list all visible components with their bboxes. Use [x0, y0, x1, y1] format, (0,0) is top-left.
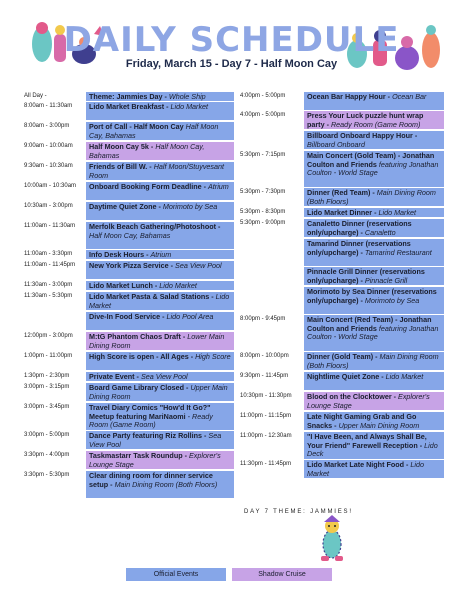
event-time: 3:30pm - 5:30pm: [24, 472, 70, 478]
event-block: [86, 142, 234, 160]
event-location: - Ready Room (Game Room): [89, 411, 213, 430]
event-location: Main Dining Room (Both Floors): [307, 188, 436, 206]
legend-shadow-cruise: Shadow Cruise: [232, 568, 332, 581]
event-block: [86, 281, 234, 290]
event-time: 11:00am - 11:45pm: [24, 262, 76, 268]
event-location: Upper Main Dining Room: [338, 420, 420, 430]
legend-official-events: Official Events: [126, 568, 226, 581]
event-time: 3:00pm - 3:45pm: [24, 404, 70, 410]
event-location: Half Moon Cay, Bahamas: [89, 230, 171, 240]
event-location: Morimoto by Sea: [162, 202, 218, 211]
event-location: Lido Deck: [307, 440, 438, 459]
event-time: 3:00pm - 5:00pm: [24, 432, 70, 438]
event-block: [86, 222, 234, 249]
event-block: [304, 111, 444, 129]
event-time: 9:30am - 10:30am: [24, 163, 73, 169]
event-time: 8:00pm - 9:45pm: [240, 316, 286, 322]
event-block: [304, 188, 444, 206]
event-name: Lido Market Late Night Food -: [307, 460, 409, 469]
event-time: 4:00pm - 5:00pm: [240, 112, 286, 118]
event-location: Sea View Pool: [140, 372, 188, 381]
page-title: DAILY SCHEDULE: [63, 20, 400, 60]
event-block: [86, 292, 234, 310]
event-location: Main Dining Room (Both Floors): [114, 479, 218, 489]
event-location: Explorer's Lounge Stage: [89, 451, 221, 469]
event-name: Daytime Quiet Zone -: [89, 202, 161, 211]
event-block: [86, 261, 234, 279]
event-time: 10:30pm - 11:30pm: [240, 393, 292, 399]
event-time: 4:00pm - 5:00pm: [240, 93, 286, 99]
event-block: [86, 383, 234, 401]
event-location: Upper Main Dining Room: [89, 383, 228, 401]
event-time: 9:00am - 10:00am: [24, 143, 73, 149]
event-name: Press Your Luck puzzle hunt wrap party -: [307, 111, 424, 129]
event-block: [304, 151, 444, 187]
event-location: Sea View Pool: [175, 261, 222, 270]
event-block: [304, 372, 444, 390]
event-time: 11:30am - 5:30pm: [24, 293, 73, 299]
event-location: featuring Jonathan Coulton - World Stage: [307, 323, 439, 342]
event-name: Half Moon Cay 5k -: [89, 142, 154, 151]
event-name: Clear dining room for dinner service setup -: [89, 471, 213, 489]
event-location: Whole Ship: [168, 92, 206, 101]
event-block: [304, 208, 444, 217]
event-time: 9:30pm - 11:45pm: [240, 373, 289, 379]
event-name: Tamarind Dinner (reservations only/upcharge) -: [307, 239, 411, 257]
event-location: Half Moon Cay, Bahamas: [89, 142, 205, 160]
event-name: Main Concert (Gold Team) - Jonathan Coulton and Friends: [307, 151, 435, 169]
event-block: [304, 287, 444, 314]
event-block: [86, 372, 234, 381]
event-name: M:tG Phantom Chaos Draft -: [89, 332, 186, 341]
event-block: [86, 312, 234, 330]
event-name: Main Concert (Red Team) - Jonathan Coulton and Friends: [307, 315, 432, 333]
event-name: Info Desk Hours -: [89, 250, 151, 259]
event-block: [304, 432, 444, 459]
event-location: Lido Pool Area: [166, 312, 214, 321]
event-location: Sea View Pool: [89, 431, 222, 449]
event-name: Canaletto Dinner (reservations only/upcharge) -: [307, 219, 412, 237]
event-location: Lido Market: [159, 281, 197, 290]
event-location: Explorer's Lounge Stage: [307, 392, 430, 410]
event-block: [86, 122, 234, 140]
event-name: Friends of Bill W. -: [89, 162, 152, 171]
event-time: 11:00am - 3:30pm: [24, 251, 73, 257]
page-subtitle: Friday, March 15 - Day 7 - Half Moon Cay: [125, 58, 338, 70]
event-block: [86, 92, 234, 101]
event-location: Half Moon Cay, Bahamas: [89, 122, 219, 140]
event-name: Dinner (Red Team) -: [307, 188, 375, 197]
event-time: 8:00am - 3:00pm: [24, 123, 70, 129]
event-time: 5:30pm - 8:30pm: [240, 209, 286, 215]
event-name: Lido Market Breakfast -: [89, 102, 169, 111]
event-location: Canaletto: [364, 227, 396, 237]
event-block: [304, 219, 444, 237]
event-block: [86, 182, 234, 200]
event-name: Ocean Bar Happy Hour -: [307, 92, 391, 101]
event-block: [304, 131, 444, 149]
event-location: Lido Market: [89, 292, 230, 310]
event-location: Morimoto by Sea: [364, 295, 420, 305]
event-name: Lido Market Lunch -: [89, 281, 160, 290]
event-location: Lido Market: [385, 372, 424, 381]
event-block: [86, 162, 234, 180]
event-time: 5:30pm - 7:30pm: [240, 189, 286, 195]
event-location: Atrium: [208, 182, 229, 191]
event-name: Dinner (Gold Team) -: [307, 352, 378, 361]
event-location: Lido Market: [378, 208, 417, 217]
event-time: 11:30am - 3:00pm: [24, 282, 73, 288]
event-name: Morimoto by Sea Dinner (reservations only/upcharge) -: [307, 287, 437, 305]
event-location: Atrium: [150, 250, 172, 259]
event-name: Pinnacle Grill Dinner (reservations only/upcharge) -: [307, 267, 425, 285]
event-location: Lido Market: [307, 460, 425, 478]
event-time: 5:30pm - 7:15pm: [240, 152, 286, 158]
event-time: 8:00am - 11:30am: [24, 103, 73, 109]
event-name: New York Pizza Service -: [89, 261, 174, 270]
event-time: 1:30pm - 2:30pm: [24, 373, 70, 379]
event-block: [86, 102, 234, 120]
event-block: [304, 412, 444, 430]
event-time: All Day -: [24, 93, 47, 99]
event-name: Onboard Booking Form Deadline -: [89, 182, 207, 191]
event-location: Tamarind Restaurant: [364, 247, 432, 257]
event-block: [304, 315, 444, 351]
event-name: Port of Call - Half Moon Cay: [89, 122, 184, 131]
event-time: 11:00pm - 12:30am: [240, 433, 292, 439]
event-name: Dance Party featuring Riz Rollins -: [89, 431, 207, 440]
event-location: Lido Market: [170, 102, 209, 111]
event-block: [304, 352, 444, 370]
jammies-mascot-icon: [312, 514, 352, 564]
header: [0, 0, 463, 95]
event-name: Blood on the Clocktower -: [307, 392, 397, 401]
event-location: Lower Main Dining Room: [89, 332, 225, 350]
event-block: [86, 202, 234, 220]
event-time: 11:00am - 11:30am: [24, 223, 76, 229]
event-time: 8:00pm - 10:00pm: [240, 353, 289, 359]
event-time: 3:00pm - 3:15pm: [24, 384, 70, 390]
event-block: [86, 332, 234, 350]
event-block: [86, 451, 234, 469]
event-location: Pinnacle Grill: [364, 275, 408, 285]
event-block: [304, 267, 444, 285]
event-block: [304, 392, 444, 410]
event-block: [86, 403, 234, 430]
event-block: [86, 352, 234, 370]
event-name: Merfolk Beach Gathering/Photoshoot -: [89, 222, 221, 231]
event-name: Theme: Jammies Day -: [89, 92, 169, 101]
event-location: Billboard Onboard: [307, 139, 365, 149]
event-name: Taskmastarr Task Roundup -: [89, 451, 187, 460]
event-name: Late Night Gaming Grab and Go Snacks -: [307, 412, 417, 430]
event-block: [86, 471, 234, 498]
event-name: Board Game Library Closed -: [89, 383, 189, 392]
event-time: 5:30pm - 9:00pm: [240, 220, 286, 226]
day-theme-label: DAY 7 THEME: JAMMIES!: [244, 509, 353, 515]
event-block: [304, 239, 444, 266]
event-time: 11:00pm - 11:15pm: [240, 413, 292, 419]
event-name: Lido Market Pasta & Salad Stations -: [89, 292, 216, 301]
event-location: featuring Jonathan Coulton - World Stage: [307, 159, 439, 178]
event-block: [86, 431, 234, 449]
event-name: Travel Diary Comics "How'd It Go?" Meetup featuring MariNaomi: [89, 403, 211, 421]
event-time: 1:00pm - 11:00pm: [24, 353, 73, 359]
event-location: High Score: [195, 352, 231, 361]
event-block: [304, 460, 444, 478]
event-name: "I Have Been, and Always Shall Be, Your Friend" Farewell Reception -: [307, 432, 427, 450]
event-time: 10:30am - 3:00pm: [24, 203, 73, 209]
event-location: Main Dining Room (Both Floors): [307, 352, 439, 370]
event-time: 3:30pm - 4:00pm: [24, 452, 70, 458]
event-name: Nightlime Quiet Zone -: [307, 372, 384, 381]
event-name: High Score is open - All Ages -: [89, 352, 194, 361]
event-name: Billboard Onboard Happy Hour -: [307, 131, 418, 140]
event-name: Private Event -: [89, 372, 141, 381]
event-time: 10:00am - 10:30am: [24, 183, 77, 189]
event-name: Lido Market Dinner -: [307, 208, 379, 217]
event-location: Half Moon/Stuyvesant Room: [89, 162, 225, 180]
event-name: Dive-In Food Service -: [89, 312, 165, 321]
event-location: Ocean Bar: [392, 92, 427, 101]
event-block: [86, 250, 234, 259]
event-time: 12:00pm - 3:00pm: [24, 333, 73, 339]
event-block: [304, 92, 444, 110]
event-time: 11:30pm - 11:45pm: [240, 461, 292, 467]
event-location: Ready Room (Game Room): [330, 119, 421, 129]
